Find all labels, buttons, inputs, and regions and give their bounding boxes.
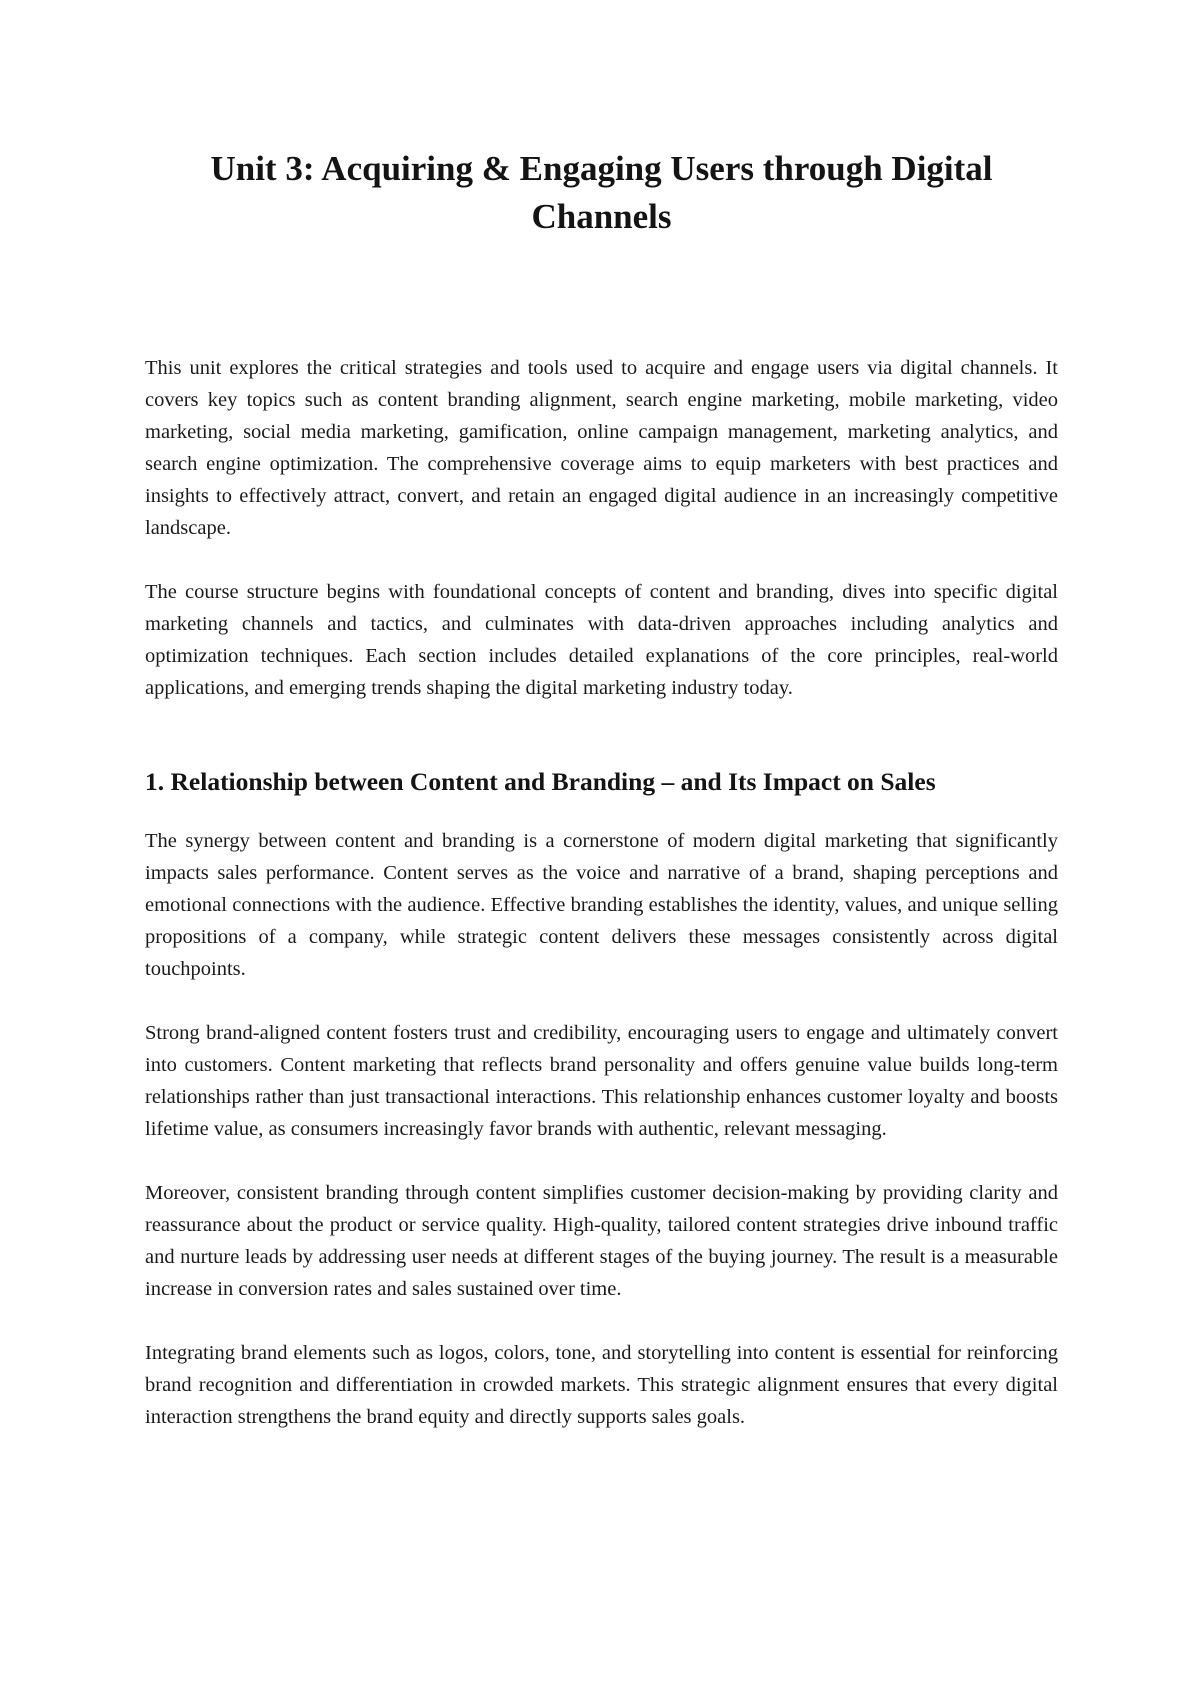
intro-section — [145, 352, 1058, 704]
section-paragraph: The synergy between content and branding is a cornerstone of modern digital marketing that significantly impacts sales performance. Content serves as the voice and narrative of a brand, shaping perceptions and emotional connections with the audience. Effective branding establishes the identity, values, and unique selling propositions of a company, while strategic content delivers these messages consistently across digital touchpoints. — [145, 830, 1058, 980]
section-heading: 1. Relationship between Content and Branding – and Its Impact on Sales — [145, 767, 936, 796]
intro-paragraph: This unit explores the critical strategies and tools used to acquire and engage users via digital channels. It covers key topics such as content branding alignment, search engine marketing, mobile marketing, video marketing, social media marketing, gamification, online campaign management, marketing analytics, and search engine optimization. The comprehensive coverage aims to equip marketers with best practices and insights to effectively attract, convert, and retain an engaged digital audience in an increasingly competitive landscape. — [145, 357, 1058, 539]
section-body — [145, 825, 1058, 1433]
intro-paragraph: The course structure begins with foundational concepts of content and branding, dives into specific digital marketing channels and tactics, and culminates with data-driven approaches including analytics and optimization techniques. Each section includes detailed explanations of the core principles, real-world applications, and emerging trends shaping the digital marketing industry today. — [145, 581, 1058, 699]
section-paragraph: Strong brand-aligned content fosters trust and credibility, encouraging users to engage and ultimately convert into customers. Content marketing that reflects brand personality and offers genuine value builds long-term relationships rather than just transactional interactions. This relationship enhances customer loyalty and boosts lifetime value, as consumers increasingly favor brands with authentic, relevant messaging. — [145, 1022, 1058, 1140]
page-title: Unit 3: Acquiring & Engaging Users through Digital Channels — [210, 149, 993, 236]
section-paragraph: Moreover, consistent branding through content simplifies customer decision-making by providing clarity and reassurance about the product or service quality. High-quality, tailored content strategies drive inbound traffic and nurture leads by addressing user needs at different stages of the buying journey. The result is a measurable increase in conversion rates and sales sustained over time. — [145, 1182, 1058, 1300]
section-paragraph: Integrating brand elements such as logos, colors, tone, and storytelling into content is essential for reinforcing brand recognition and differentiation in crowded markets. This strategic alignment ensures that every digital interaction strengthens the brand equity and directly supports sales goals. — [145, 1342, 1058, 1428]
